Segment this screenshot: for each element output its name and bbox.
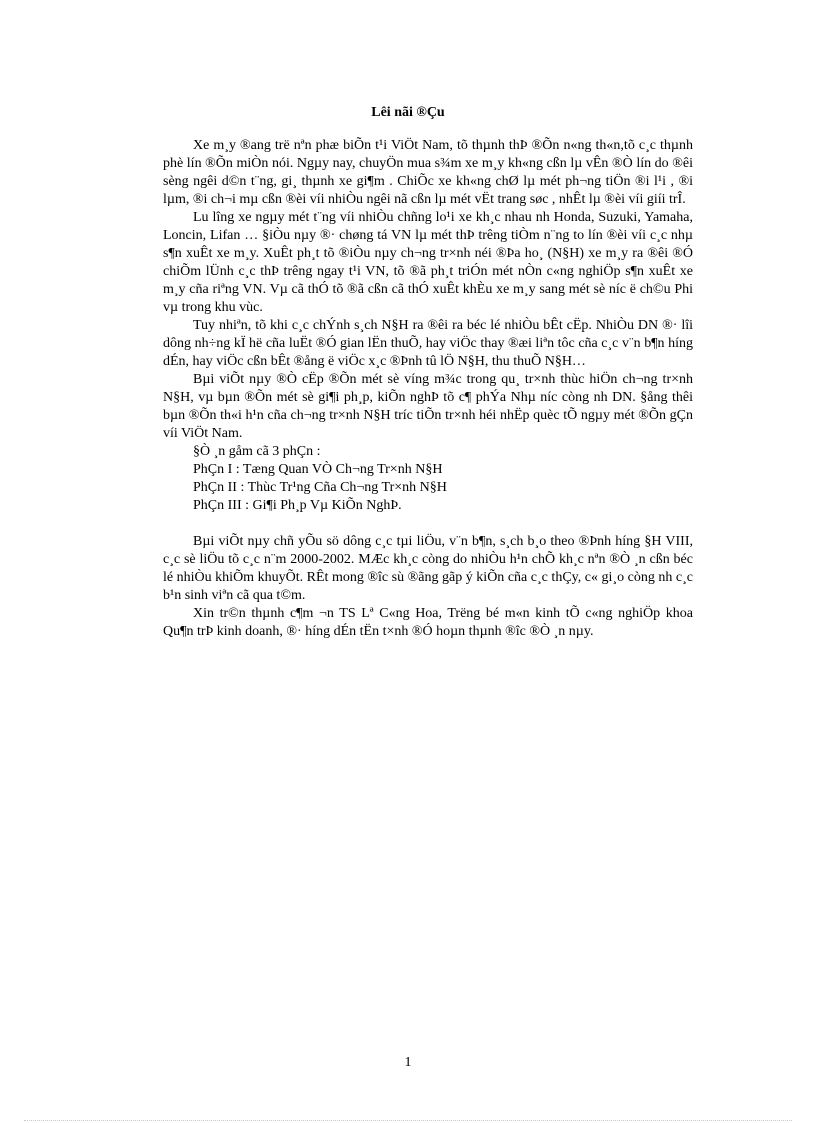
paragraph-2: Lu lîng xe ngµy mét t¨ng víi nhiÒu chñng lo¹i xe kh¸c nhau nh Honda, Suzuki, Yamaha, Loncin, Lifan … §iÒu nµy ®· chøng tá VN lµ mét thÞ trêng tiÒm n¨ng to lín ®èi víi c¸c nhµ s¶n xuÊt xe m¸y. XuÊt ph¸t tõ ®iÒu nµy ch¬ng tr×nh néi ®Þa ho¸ (N§H) xe m¸y ra ®êi ®Ó chiÕm lÜnh c¸c thÞ trêng ngay t¹i VN, tõ ®ã ph¸t triÓn mét nÒn c«ng nghiÖp s¶n xuÊt xe m¸y cña riªng VN. Vµ cã thÓ tõ ®ã cßn cã thÓ xuÊt khÈu xe m¸y sang mét sè níc ë ch©u Phi vµ trong khu vùc. — [163, 210, 693, 315]
structure-intro: §Ò ¸n gåm cã 3 phÇn : — [193, 444, 321, 459]
part-item-3: PhÇn III : Gi¶i Ph¸p Vµ KiÕn NghÞ. — [193, 498, 402, 513]
page-bottom-divider — [24, 1120, 792, 1121]
page-number: 1 — [404, 1055, 412, 1070]
part-item-2: PhÇn II : Thùc Tr¹ng Cña Ch¬ng Tr×nh N§H — [193, 480, 447, 495]
document-title: Lêi nãi ®Çu — [371, 105, 445, 120]
paragraph-1: Xe m¸y ®ang trë nªn phæ biÕn t¹i ViÖt Nam, tõ thµnh thÞ ®Õn n«ng th«n,tõ c¸c thµnh phè lín ®Õn miÒn nói. Ngµy nay, chuyÖn mua s¾m xe m¸y kh«ng cßn lµ vÊn ®Ò lín do ®êi sèng ngêi d©n t¨ng, gi¸ thµnh xe gi¶m . ChiÕc xe kh«ng chØ lµ mét ph¬ng tiÖn ®i l¹i , ®i lµm, ®i ch¬i mµ cßn ®èi víi nhiÒu ngêi nã cßn lµ mét vËt trang søc , nhÊt lµ ®èi víi giíi trÎ. — [163, 138, 693, 207]
paragraph-3: Tuy nhiªn, tõ khi c¸c chÝnh s¸ch N§H ra ®êi ra béc lé nhiÒu bÊt cËp. NhiÒu DN ®· lîi dông nh÷ng kÏ hë cña luËt ®Ó gian lËn thuÕ, hay viÖc thay ®æi liªn tôc cña c¸c v¨n b¶n híng dÉn, hay viÖc cßn bÊt ®ång ë viÖc x¸c ®Þnh tû lÖ N§H, thu thuÕ N§H… — [163, 318, 693, 369]
paragraph-4: Bµi viÕt nµy ®Ò cËp ®Õn mét sè víng m¾c trong qu¸ tr×nh thùc hiÖn ch¬ng tr×nh N§H, vµ bµn ®Õn mét sè gi¶i ph¸p, kiÕn nghÞ tõ c¶ phÝa Nhµ níc còng nh DN. §ång thêi bµn ®Õn th«i h¹n cña ch¬ng tr×nh N§H tríc tiÕn tr×nh héi nhËp quèc tÕ ngµy mét ®Õn gÇn víi ViÖt Nam. — [163, 372, 693, 441]
spacer — [163, 515, 693, 533]
part-item-1: PhÇn I : Tæng Quan VÒ Ch¬ng Tr×nh N§H — [193, 462, 443, 477]
document-body — [163, 137, 693, 641]
closing-paragraph-1: Bµi viÕt nµy chñ yÕu sö dông c¸c tµi liÖu, v¨n b¶n, s¸ch b¸o theo ®Þnh híng §H VIII, c¸c sè liÖu tõ c¸c n¨m 2000-2002. MÆc kh¸c còng do nhiÒu h¹n chÕ kh¸c nªn ®Ò ¸n cßn béc lé nhiÒu khiÕm khuyÕt. RÊt mong ®îc sù ®ãng gãp ý kiÕn cña c¸c thÇy, c« gi¸o còng nh c¸c b¹n sinh viªn cã qua t©m. — [163, 534, 693, 603]
closing-paragraph-2: Xin tr©n thµnh c¶m ¬n TS Lª C«ng Hoa, Trëng bé m«n kinh tÕ c«ng nghiÖp khoa Qu¶n trÞ kinh doanh, ®· híng dÉn tËn t×nh ®Ó hoµn thµnh ®îc ®Ò ¸n nµy. — [163, 606, 693, 639]
